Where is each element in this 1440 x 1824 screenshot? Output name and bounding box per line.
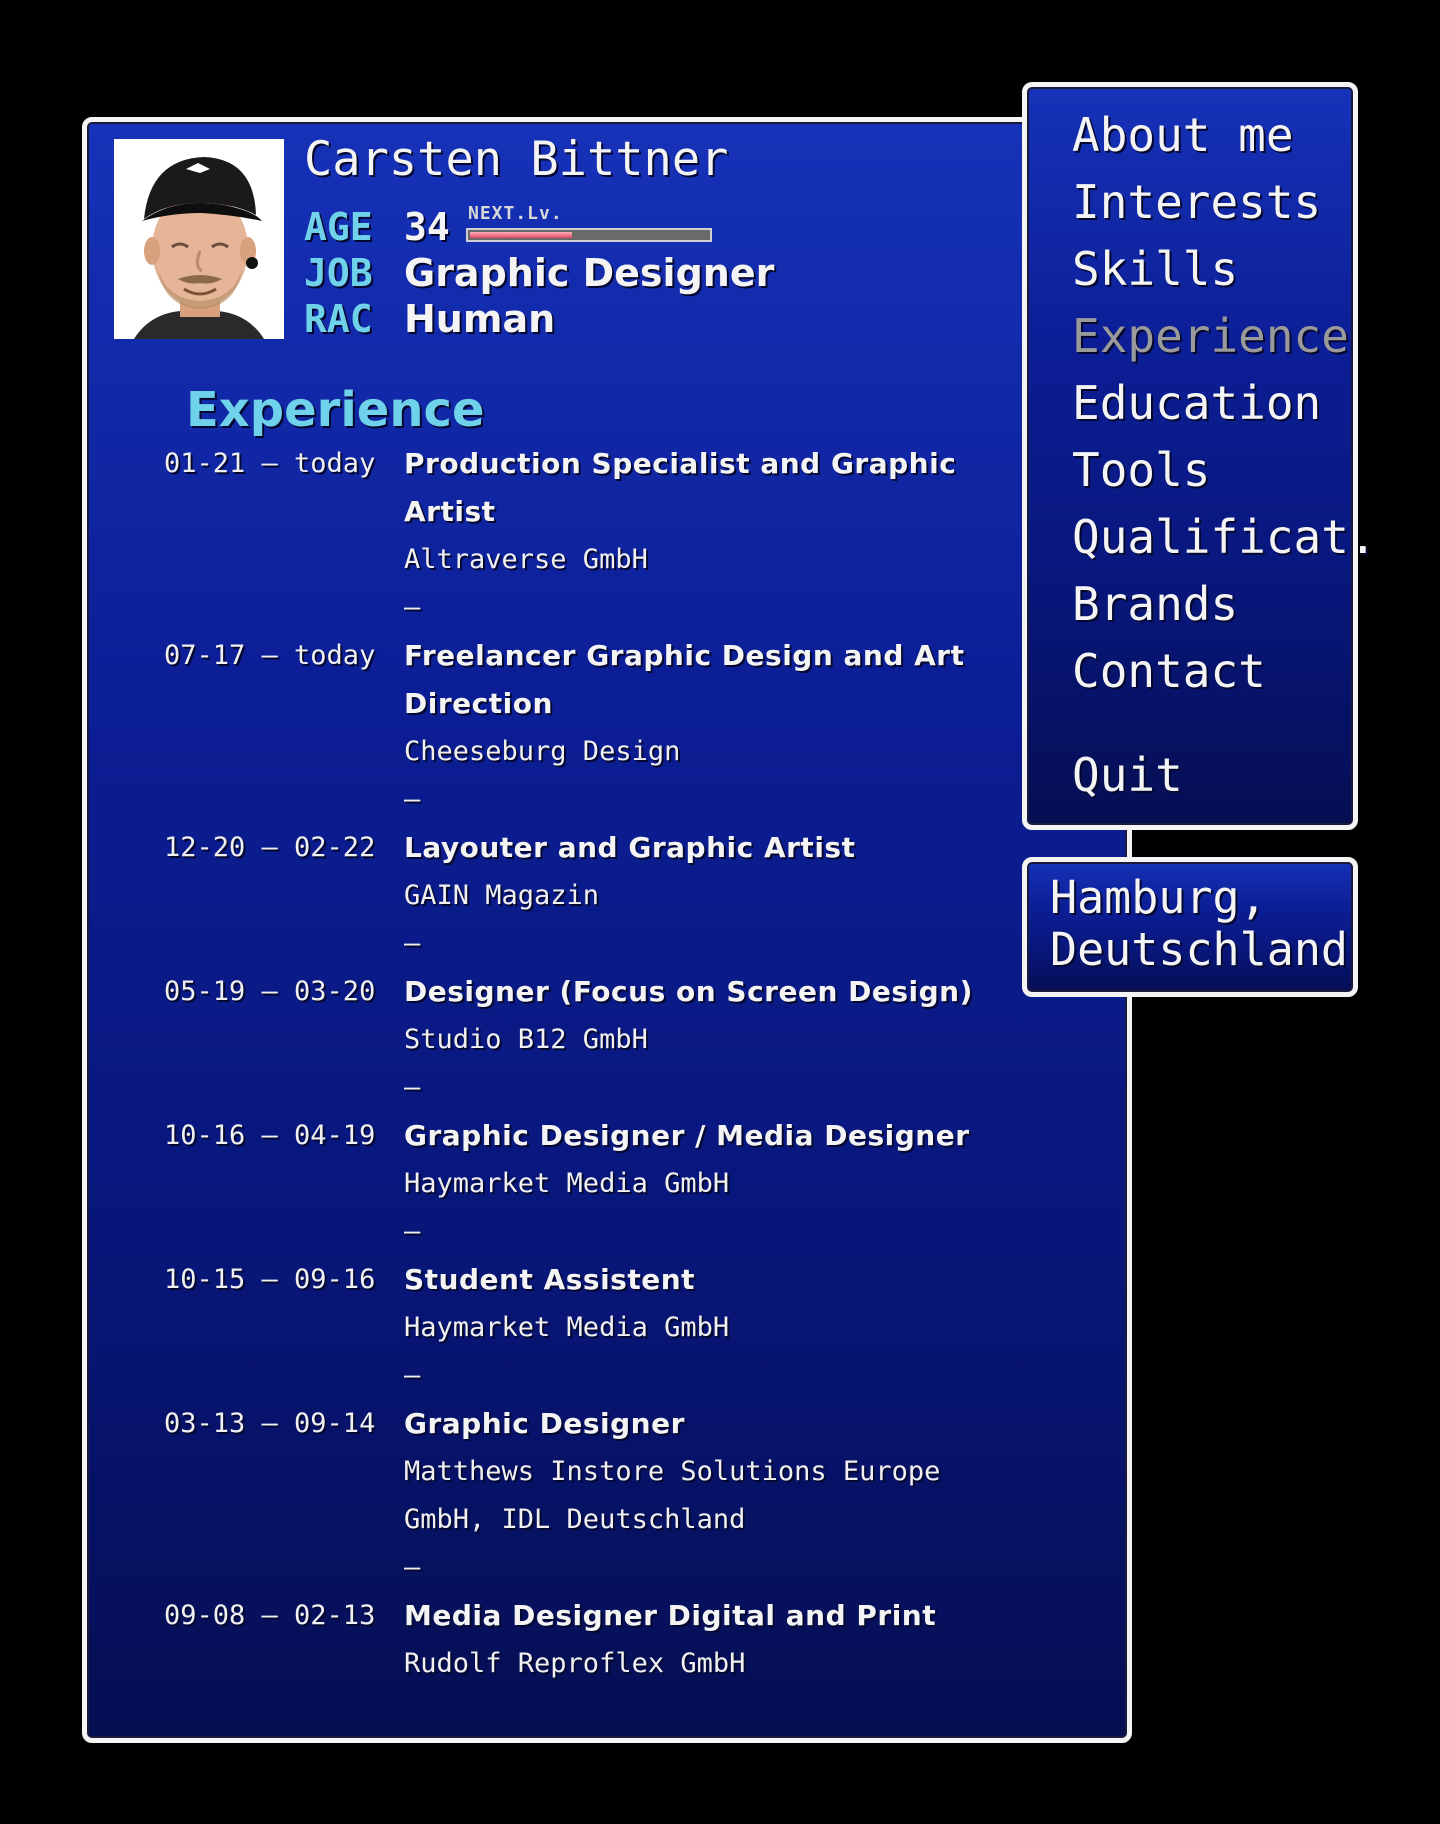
menu-item-education[interactable]: Education (1072, 376, 1322, 430)
experience-separator: – (404, 592, 421, 623)
experience-company: Matthews Instore Solutions Europe GmbH, IDL Deutschland (404, 1456, 941, 1535)
menu-item-contact[interactable]: Contact (1072, 644, 1266, 698)
experience-title: Freelancer Graphic Design and Art Direction (404, 639, 965, 720)
experience-list (164, 440, 1004, 1688)
experience-title: Media Designer Digital and Print (404, 1599, 937, 1632)
next-level-fill (470, 232, 572, 238)
experience-entry (164, 1400, 1004, 1592)
experience-separator: – (404, 1216, 421, 1247)
experience-entry (164, 968, 1004, 1112)
main-menu (1072, 102, 1377, 809)
experience-dates: 10-16 – 04-19 (164, 1120, 376, 1151)
experience-dates: 09-08 – 02-13 (164, 1600, 376, 1631)
experience-details (404, 1592, 1004, 1688)
age-value: 34 (404, 205, 450, 249)
experience-company: Haymarket Media GmbH (404, 1312, 730, 1343)
experience-company: Rudolf Reproflex GmbH (404, 1648, 746, 1679)
experience-company: Studio B12 GmbH (404, 1024, 648, 1055)
experience-details (404, 824, 1004, 968)
experience-dates: 12-20 – 02-22 (164, 832, 376, 863)
experience-title: Graphic Designer (404, 1407, 685, 1440)
race-label: RAC (304, 297, 373, 341)
experience-details (404, 1256, 1004, 1400)
experience-title: Layouter and Graphic Artist (404, 831, 856, 864)
location-city: Hamburg, (1050, 871, 1267, 924)
experience-separator: – (404, 1072, 421, 1103)
experience-details (404, 440, 1004, 632)
location-country: Deutschland (1050, 923, 1349, 976)
experience-dates: 01-21 – today (164, 448, 376, 479)
experience-separator: – (404, 1360, 421, 1391)
section-title: Experience (186, 382, 485, 438)
menu-item-quit[interactable]: Quit (1072, 748, 1183, 802)
job-label: JOB (304, 251, 373, 295)
experience-entry (164, 440, 1004, 632)
experience-company: GAIN Magazin (404, 880, 600, 911)
age-label: AGE (304, 205, 373, 249)
experience-separator: – (404, 928, 421, 959)
experience-dates: 05-19 – 03-20 (164, 976, 376, 1007)
menu-item-qualificat[interactable]: Qualificat. (1072, 510, 1377, 564)
avatar (114, 139, 284, 339)
experience-details (404, 1112, 1004, 1256)
menu-item-about-me[interactable]: About me (1072, 108, 1294, 162)
menu-item-skills[interactable]: Skills (1072, 242, 1239, 296)
experience-dates: 03-13 – 09-14 (164, 1408, 376, 1439)
experience-entry (164, 824, 1004, 968)
experience-entry (164, 1256, 1004, 1400)
job-value: Graphic Designer (404, 251, 775, 295)
menu-item-experience[interactable]: Experience (1072, 309, 1349, 363)
menu-item-interests[interactable]: Interests (1072, 175, 1322, 229)
experience-details (404, 968, 1004, 1112)
experience-title: Designer (Focus on Screen Design) (404, 975, 973, 1008)
experience-dates: 07-17 – today (164, 640, 376, 671)
experience-company: Cheeseburg Design (404, 736, 681, 767)
experience-separator: – (404, 1552, 421, 1583)
location (1050, 872, 1348, 976)
experience-details (404, 1400, 1004, 1592)
experience-title: Production Specialist and Graphic Artist (404, 447, 957, 528)
experience-company: Altraverse GmbH (404, 544, 648, 575)
experience-entry (164, 1112, 1004, 1256)
experience-title: Student Assistent (404, 1263, 696, 1296)
experience-details (404, 632, 1004, 824)
menu-item-brands[interactable]: Brands (1072, 577, 1239, 631)
menu-item-tools[interactable]: Tools (1072, 443, 1211, 497)
character-name: Carsten Bittner (304, 132, 729, 187)
experience-entry (164, 1592, 1004, 1688)
next-level-bar (466, 228, 712, 242)
experience-entry (164, 632, 1004, 824)
race-value: Human (404, 297, 556, 341)
experience-separator: – (404, 784, 421, 815)
experience-company: Haymarket Media GmbH (404, 1168, 730, 1199)
portrait-image (114, 139, 284, 339)
experience-dates: 10-15 – 09-16 (164, 1264, 376, 1295)
next-level-label: NEXT.Lv. (468, 203, 563, 224)
experience-title: Graphic Designer / Media Designer (404, 1119, 970, 1152)
